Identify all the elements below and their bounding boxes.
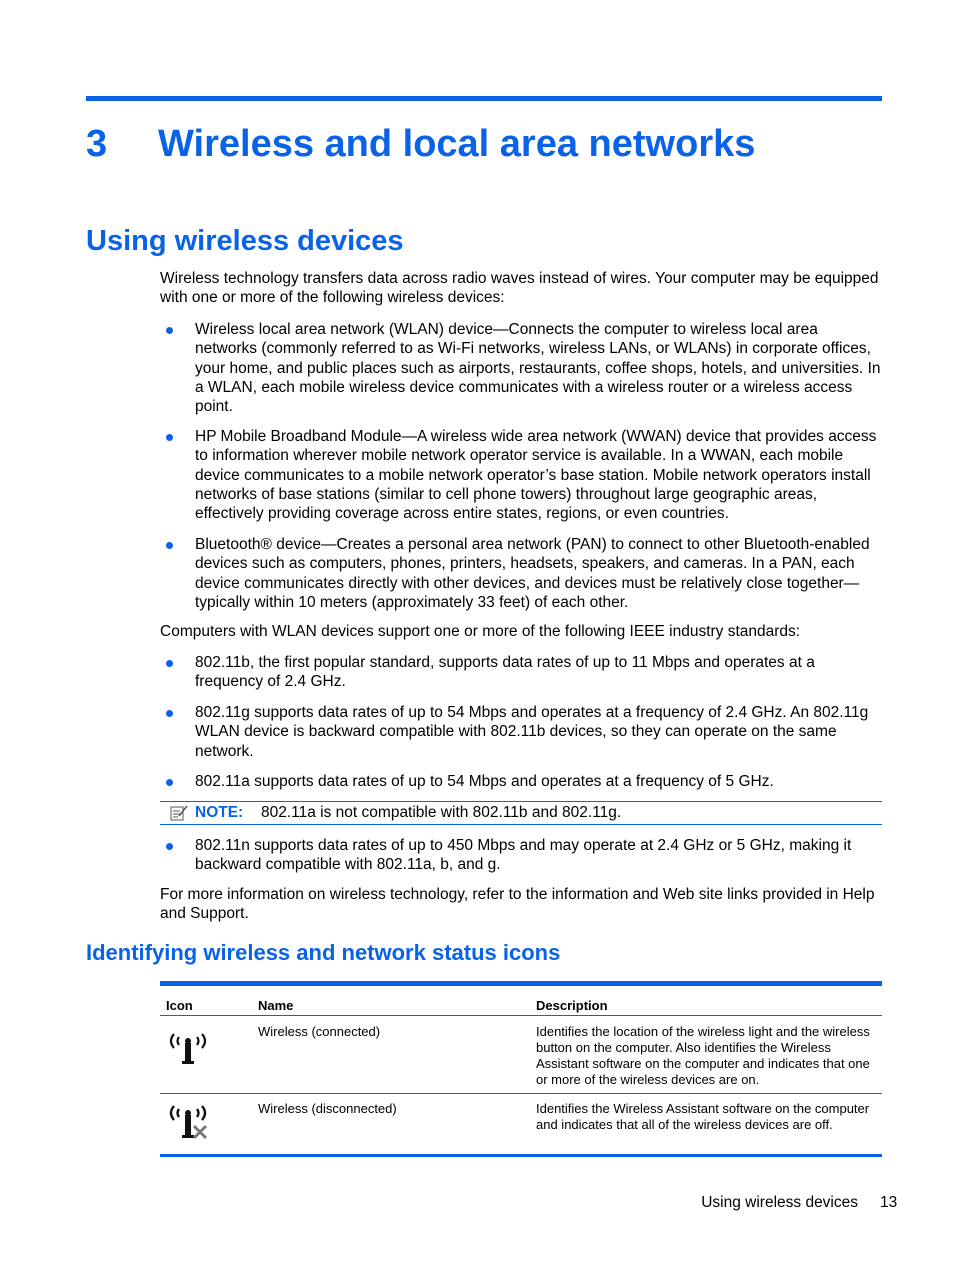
table-header-row [160, 986, 882, 1016]
note-text: 802.11a is not compatible with 802.11b and 802.11g. [261, 804, 622, 821]
standards-intro-text: Computers with WLAN devices support one or more of the following IEEE industry standards: [160, 623, 801, 640]
bullet-icon [166, 843, 173, 850]
device-wwan-text: HP Mobile Broadband Module—A wireless wide area network (WWAN) device that provides access to information wherever mobile network operator service is available. In a WWAN, each mobile device communicates to a mobile network operator’s base station. Mobile network operators install networks of base stations (similar to cell phone towers) throughout large geographic areas, effectively providing coverage across entire states, regions, or even countries. [195, 428, 877, 523]
standard-a-text: 802.11a supports data rates of up to 54 Mbps and operates at a frequency of 5 GHz. [195, 773, 774, 790]
row-description-connected: Identifies the location of the wireless light and the wireless button on the computer. Also identifies the Wireless Assistant software on the computer and indicates that one or more of the wireless devices are on. [536, 1024, 870, 1087]
note-label: NOTE: [195, 804, 244, 821]
icon-table [160, 981, 882, 1157]
more-info-text: For more information on wireless technology, refer to the information and Web site links provided in Help and Support. [160, 886, 875, 923]
chapter-title [86, 118, 882, 170]
table-bottom-rule [160, 1154, 882, 1157]
list-item [160, 836, 882, 875]
standard-80211n [160, 836, 882, 875]
device-list-3 [160, 535, 882, 612]
chapter-rule [86, 96, 882, 101]
bullet-icon [166, 779, 173, 786]
subsection-title: Identifying wireless and network status icons [86, 940, 561, 965]
wireless-disconnected-icon [166, 1102, 214, 1146]
standard-b-text: 802.11b, the first popular standard, supports data rates of up to 11 Mbps and operates at a frequency of 2.4 GHz. [195, 654, 815, 691]
intro-text: Wireless technology transfers data across radio waves instead of wires. Your computer may be equipped with one or more of the following wireless devices: [160, 270, 879, 307]
chapter-number: 3 [86, 123, 108, 165]
standards-intro [160, 622, 882, 641]
header-name: Name [258, 998, 294, 1013]
device-list-2 [160, 427, 882, 523]
bullet-icon [166, 434, 173, 441]
header-icon: Icon [166, 998, 193, 1013]
row-name-connected: Wireless (connected) [258, 1024, 381, 1039]
standard-n-text: 802.11n supports data rates of up to 450 Mbps and may operate at 2.4 GHz or 5 GHz, making it backward compatible with 802.11a, b, and g. [195, 837, 852, 874]
more-info-paragraph [160, 885, 882, 924]
standard-80211g [160, 703, 882, 761]
bullet-icon [166, 660, 173, 667]
header-description: Description [536, 998, 608, 1013]
intro-paragraph [160, 269, 882, 308]
bullet-icon [166, 710, 173, 717]
table-row [160, 1094, 882, 1154]
standard-80211a [160, 772, 882, 791]
chapter-title-text: Wireless and local area networks [158, 123, 756, 165]
bullet-icon [166, 327, 173, 334]
device-list [160, 320, 882, 416]
list-item [160, 653, 882, 692]
row-name-disconnected: Wireless (disconnected) [258, 1101, 397, 1116]
device-bluetooth-text: Bluetooth® device—Creates a personal area network (PAN) to connect to other Bluetooth-enabled devices such as computers, phones, printers, headsets, speakers, and cameras. In a PAN, each device communicates directly with other devices, and devices must be relatively close together—typically within 10 meters (approximately 33 feet) of each other. [195, 536, 870, 611]
list-item [160, 535, 882, 612]
note-box [160, 801, 882, 825]
footer-section-title: Using wireless devices [701, 1194, 858, 1211]
standard-80211b [160, 653, 882, 692]
bullet-icon [166, 542, 173, 549]
list-item [160, 772, 882, 791]
wireless-connected-icon [166, 1030, 210, 1068]
table-row [160, 1016, 882, 1094]
list-item [160, 703, 882, 761]
section-title: Using wireless devices [86, 225, 404, 257]
page-number: 13 [880, 1194, 898, 1211]
list-item [160, 427, 882, 523]
row-description-disconnected: Identifies the Wireless Assistant software on the computer and indicates that all of the wireless devices are off. [536, 1101, 870, 1132]
device-wlan-text: Wireless local area network (WLAN) device—Connects the computer to wireless local area networks (commonly referred to as Wi-Fi networks, wireless LANs, or WLANs) in corporate offices, your home, and public places such as airports, restaurants, coffee shops, hotels, and universities. In a WLAN, each mobile wireless device communicates with a wireless router or a wireless access point. [195, 321, 881, 416]
note-icon [170, 805, 188, 822]
standard-g-text: 802.11g supports data rates of up to 54 Mbps and operates at a frequency of 2.4 GHz. An 802.11g WLAN device is backward compatible with 802.11b devices, so they can operate on the same network. [195, 704, 869, 760]
list-item [160, 320, 882, 416]
